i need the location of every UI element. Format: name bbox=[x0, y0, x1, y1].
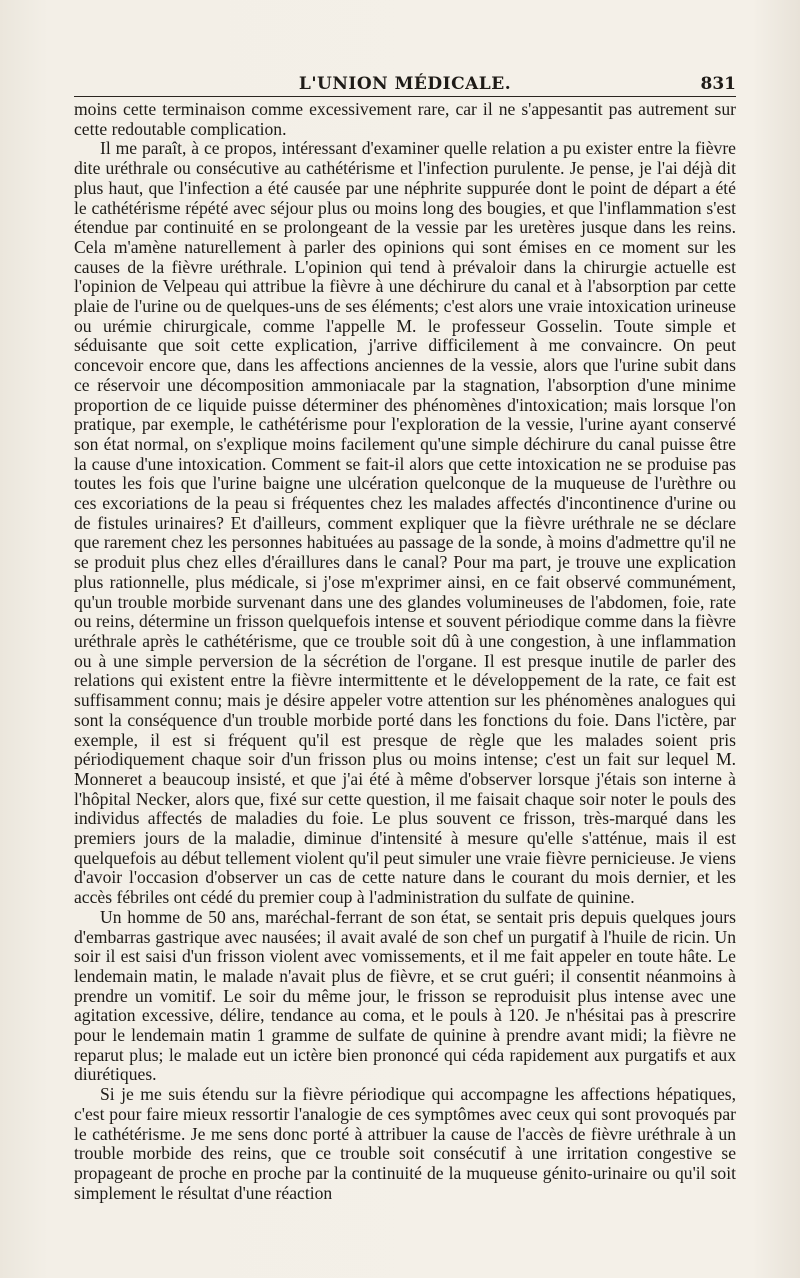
paragraph-continuation: moins cette terminaison comme excessivement rare, car il ne s'appesantit pas autrement sur cette redoutable complication. bbox=[74, 99, 736, 139]
article-body bbox=[74, 100, 736, 1203]
paragraph-fievre-urethrale: Il me paraît, à ce propos, intéressant d'examiner quelle relation a pu exister entre la fièvre dite uréthrale ou consécutive au cathétérisme et l'infection purulente. Je pense, je l'ai déjà dit plus haut, que l'infection a été causée par une néphrite suppurée dont le point de départ a été le cathétérisme répété avec séjour plus ou moins long des bougies, et que l'inflammation s'est étendue par continuité en se prolongeant de la vessie par les uretères jusque dans les reins. Cela m'amène naturellement à parler des opinions qui sont émises en ce moment sur les causes de la fièvre uréthrale. L'opinion qui tend à prévaloir dans la chirurgie actuelle est l'opinion de Velpeau qui attribue la fièvre à une déchirure du canal et à l'absorption par cette plaie de l'urine ou de quelques-uns de ses éléments; c'est alors une vraie intoxication urineuse ou urémie chirurgicale, comme l'appelle M. le professeur Gosselin. Toute simple et séduisante que soit cette explication, j'arrive difficilement à me convaincre. On peut concevoir encore que, dans les affections anciennes de la vessie, alors que l'urine subit dans ce réservoir une décomposition ammoniacale par la stagnation, l'absorption d'une minime proportion de ce liquide puisse déterminer des phénomènes d'intoxication; mais lorsque l'on pratique, par exemple, le cathétérisme pour l'exploration de la vessie, l'urine ayant conservé son état normal, on s'explique moins facilement qu'une simple déchirure du canal puisse être la cause d'une intoxication. Comment se fait-il alors que cette intoxication ne se produise pas toutes les fois que l'urine baigne une ulcération quelconque de la muqueuse de l'urèthre ou ces excoriations de la peau si fréquentes chez les malades affectés d'incontinence d'urine ou de fistules urinaires? Et d'ailleurs, comment expliquer que la fièvre uréthrale ne se déclare que rarement chez les personnes habituées au passage de la sonde, à moins d'admettre qu'il ne se produit plus chez elles d'éraillures dans le canal? Pour ma part, je trouve une explication plus rationnelle, plus médicale, si j'ose m'exprimer ainsi, en ce fait observé communément, qu'un trouble morbide survenant dans une des glandes volumineuses de l'abdomen, foie, rate ou reins, détermine un frisson quelquefois intense et souvent périodique comme dans la fièvre uréthrale après le cathétérisme, que ce trouble soit dû à une congestion, à une inflammation ou à une simple perversion de la sécrétion de l'organe. Il est presque inutile de parler des relations qui existent entre la fièvre intermittente et le développement de la rate, ce fait est suffisamment connu; mais je désire appeler votre attention sur les phénomènes analogues qui sont la conséquence d'un trouble morbide porté dans les fonctions du foie. Dans l'ictère, par exemple, il est si fréquent qu'il est presque de règle que les malades soient pris périodiquement chaque soir d'un frisson plus ou moins intense; c'est un fait sur lequel M. Monneret a beaucoup insisté, et que j'ai été à même d'observer lorsque j'étais son interne à l'hôpital Necker, alors que, fixé sur cette question, il me faisait chaque soir noter le pouls des individus affectés de maladies du foie. Le plus souvent ce frisson, très-marqué dans les premiers jours de la maladie, diminue d'intensité à mesure qu'elle s'atténue, mais il est quelquefois au début tellement violent qu'il peut simuler une vraie fièvre pernicieuse. Je viens d'avoir l'occasion d'observer un cas de cette nature dans le courant du mois dernier, et les accès fébriles ont cédé du premier coup à l'administration du sulfate de quinine. bbox=[74, 138, 736, 908]
paragraph-case-report: Un homme de 50 ans, maréchal-ferrant de son état, se sentait pris depuis quelques jours d'embarras gastrique avec nausées; il avait avalé de son chef un purgatif à l'huile de ricin. Un soir il est saisi d'un frisson violent avec vomissements, et il me fait appeler en toute hâte. Le lendemain matin, le malade n'avait plus de fièvre, et se crut guéri; il consentit néanmoins à prendre un vomitif. Le soir du même jour, le frisson se reproduisit plus intense avec une agitation excessive, délire, tendance au coma, et le pouls à 120. Je n'hésitai pas à prescrire pour le lendemain matin 1 gramme de sulfate de quinine à prendre avant midi; la fièvre ne reparut plus; le malade eut un ictère bien prononcé qui céda rapidement aux purgatifs et aux diurétiques. bbox=[74, 906, 736, 1085]
running-header bbox=[74, 70, 736, 97]
page-number: 831 bbox=[700, 74, 736, 94]
journal-title: L'UNION MÉDICALE. bbox=[298, 74, 512, 94]
paragraph-conclusion: Si je me suis étendu sur la fièvre périodique qui accompagne les affections hépatiques, c'est pour faire mieux ressortir l'analogie de ces symptômes avec ceux qui sont provoqués par le cathétérisme. Je me sens donc porté à attribuer la cause de l'accès de fièvre uréthrale à un trouble morbide des reins, que ce trouble soit consécutif à une irritation congestive se propageant de proche en proche par la continuité de la muqueuse génito-urinaire ou qu'il soit simplement le résultat d'une réaction bbox=[74, 1084, 736, 1203]
